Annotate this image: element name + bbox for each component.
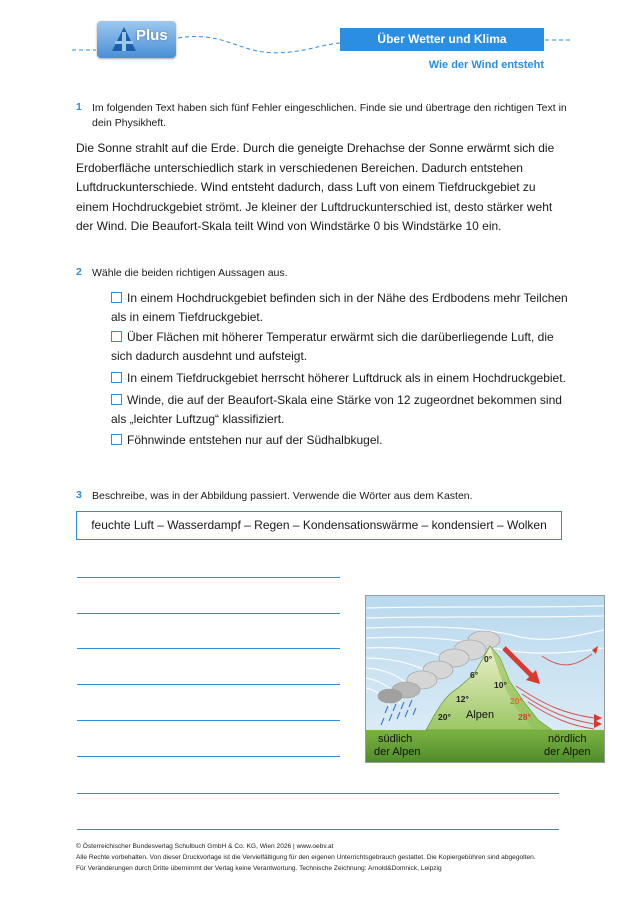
option-3[interactable] bbox=[111, 369, 571, 388]
foehn-diagram bbox=[366, 596, 605, 763]
north-label-2: der Alpen bbox=[544, 746, 591, 758]
plus-logo bbox=[97, 21, 176, 58]
task-3-number: 3 bbox=[76, 489, 82, 501]
answer-line[interactable] bbox=[77, 829, 559, 830]
south-label-1: südlich bbox=[378, 733, 413, 745]
answer-line[interactable] bbox=[77, 577, 340, 578]
option-text: In einem Tiefdruckgebiet herrscht höherer Luftdruck als in einem Hochdruckgebiet. bbox=[127, 371, 566, 385]
copyright: © Österreichischer Bundesverlag Schulbuch GmbH & Co. KG, Wien 2026 | www.oebv.at bbox=[76, 843, 334, 850]
task-2-number: 2 bbox=[76, 266, 82, 278]
answer-line[interactable] bbox=[77, 793, 559, 794]
temp-north-mid: 20° bbox=[510, 696, 523, 706]
option-1[interactable] bbox=[111, 289, 571, 327]
temp-upper: 6° bbox=[470, 670, 479, 680]
task-1-text: Die Sonne strahlt auf die Erde. Durch die geneigte Drehachse der Sonne erwärmt sich die Erdoberfläche unterschiedlich stark in verschiedenen Bereichen. Dadurch entstehen Luftdruckunterschiede. Wind entsteht dadurch, dass Luft von einem Tiefdruckgebiet zu einem Hochdruckgebiet strömt. Je kleiner der Luftdruckunterschied ist, desto stärker weht der Wind. Die Beaufort-Skala teilt Wind von Windstärke 0 bis Windstärke 10 ein. bbox=[76, 141, 555, 233]
answer-line[interactable] bbox=[77, 613, 340, 614]
checkbox[interactable] bbox=[111, 372, 122, 383]
option-4[interactable] bbox=[111, 391, 571, 429]
task-1-number: 1 bbox=[76, 101, 82, 113]
task-2-question: Wähle die beiden richtigen Aussagen aus. bbox=[92, 267, 288, 279]
temp-south-mid: 12° bbox=[456, 694, 469, 704]
option-text: Über Flächen mit höherer Temperatur erwärmt sich die darüberliegende Luft, die sich dadurch ausdehnt und aufsteigt. bbox=[111, 330, 554, 363]
option-text: In einem Hochdruckgebiet befinden sich in der Nähe des Erdbodens mehr Teilchen als in einem Tiefdruckgebiet. bbox=[111, 291, 568, 324]
word-box: feuchte Luft – Wasserdampf – Regen – Kondensationswärme – kondensiert – Wolken bbox=[76, 511, 562, 540]
answer-line[interactable] bbox=[77, 720, 340, 721]
checkbox[interactable] bbox=[111, 331, 122, 342]
worksheet-subtitle: Wie der Wind entsteht bbox=[428, 59, 544, 71]
option-text: Föhnwinde entstehen nur auf der Südhalbkugel. bbox=[127, 433, 383, 447]
checkbox[interactable] bbox=[111, 292, 122, 303]
north-label-1: nördlich bbox=[548, 733, 587, 745]
checkbox[interactable] bbox=[111, 394, 122, 405]
logo-text: Plus bbox=[136, 27, 168, 44]
temp-north-base: 28° bbox=[518, 712, 531, 722]
answer-line[interactable] bbox=[77, 756, 340, 757]
footer bbox=[76, 841, 576, 874]
liability-notice: Für Veränderungen durch Dritte übernimmt der Verlag keine Verantwortung. Technische Zeichnung: Arnold&Domnick, Leipzig bbox=[76, 865, 442, 872]
answer-line[interactable] bbox=[77, 684, 340, 685]
temp-south-base: 20° bbox=[438, 712, 451, 722]
rights-notice: Alle Rechte vorbehalten. Von dieser Druckvorlage ist die Vervielfältigung für den eigenen Unterrichtsgebrauch gestattet. Die Kopiergebühren sind abgegolten. bbox=[76, 854, 536, 861]
option-5[interactable] bbox=[111, 431, 571, 450]
south-label-2: der Alpen bbox=[374, 746, 421, 758]
task-1-question: Im folgenden Text haben sich fünf Fehler eingeschlichen. Finde sie und übertrage den richtigen Text in dein Physikheft. bbox=[92, 102, 567, 129]
temp-peak: 0° bbox=[484, 654, 493, 664]
checkbox[interactable] bbox=[111, 434, 122, 445]
answer-line[interactable] bbox=[77, 648, 340, 649]
mountain-label: Alpen bbox=[466, 709, 495, 721]
task-3-question: Beschreibe, was in der Abbildung passiert. Verwende die Wörter aus dem Kasten. bbox=[92, 490, 473, 502]
foehn-illustration bbox=[365, 595, 605, 763]
pyramid-icon bbox=[111, 26, 137, 52]
header-decoration bbox=[0, 0, 640, 80]
option-2[interactable] bbox=[111, 328, 571, 366]
temp-north-upper: 10° bbox=[494, 680, 507, 690]
chapter-title: Über Wetter und Klima bbox=[340, 28, 544, 51]
option-text: Winde, die auf der Beaufort-Skala eine Stärke von 12 zugeordnet bekommen sind als „leichter Luftzug“ klassifiziert. bbox=[111, 393, 562, 426]
